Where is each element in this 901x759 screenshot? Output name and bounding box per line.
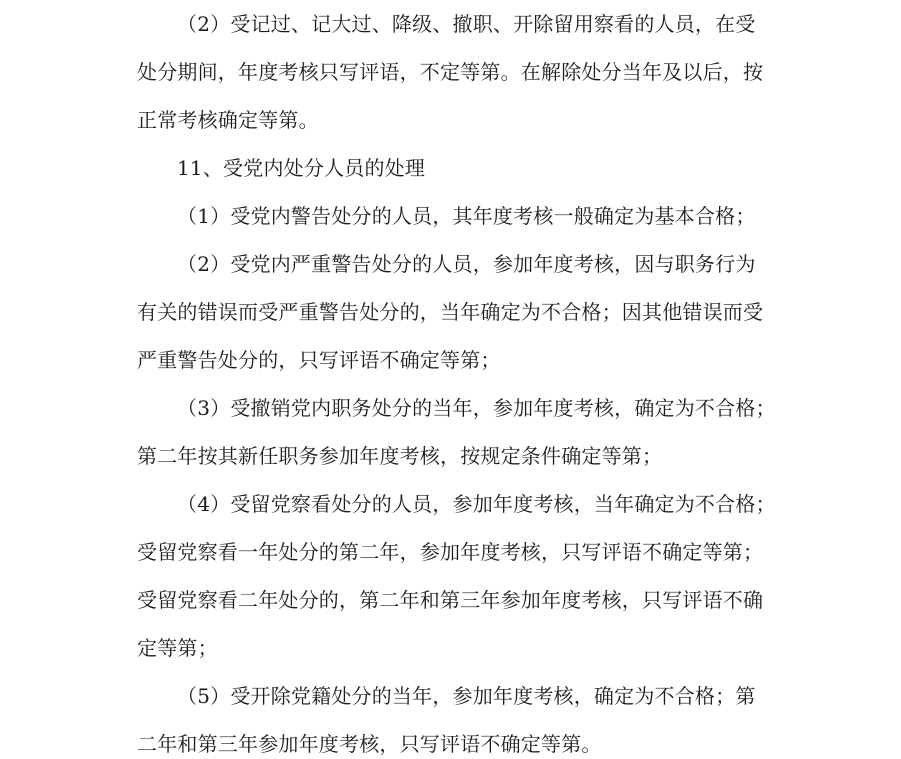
text-line: 第二年按其新任职务参加年度考核，按规定条件确定等第； xyxy=(137,444,663,468)
text-line: 定等第； xyxy=(137,636,218,660)
text-line: （4）受留党察看处分的人员，参加年度考核，当年确定为不合格； xyxy=(177,492,776,516)
text-line: （5）受开除党籍处分的当年，参加年度考核，确定为不合格；第 xyxy=(177,684,756,708)
text-line: （2）受党内严重警告处分的人员，参加年度考核，因与职务行为 xyxy=(177,252,756,276)
text-line: （3）受撤销党内职务处分的当年，参加年度考核，确定为不合格； xyxy=(177,396,776,420)
text-line: （2）受记过、记大过、降级、撤职、开除留用察看的人员，在受 xyxy=(177,12,756,36)
text-line: 严重警告处分的，只写评语不确定等第； xyxy=(137,348,501,372)
text-line: 有关的错误而受严重警告处分的，当年确定为不合格；因其他错误而受 xyxy=(137,300,764,324)
text-line: 受留党察看二年处分的，第二年和第三年参加年度考核，只写评语不确 xyxy=(137,588,764,612)
section-heading: 11、受党内处分人员的处理 xyxy=(177,156,426,180)
text-line: 处分期间，年度考核只写评语，不定等第。在解除处分当年及以后，按 xyxy=(137,60,764,84)
text-line: 二年和第三年参加年度考核，只写评语不确定等第。 xyxy=(137,732,602,756)
text-line: 受留党察看一年处分的第二年，参加年度考核，只写评语不确定等第； xyxy=(137,540,764,564)
text-line: 正常考核确定等第。 xyxy=(137,108,319,132)
text-line: （1）受党内警告处分的人员，其年度考核一般确定为基本合格； xyxy=(177,204,756,228)
